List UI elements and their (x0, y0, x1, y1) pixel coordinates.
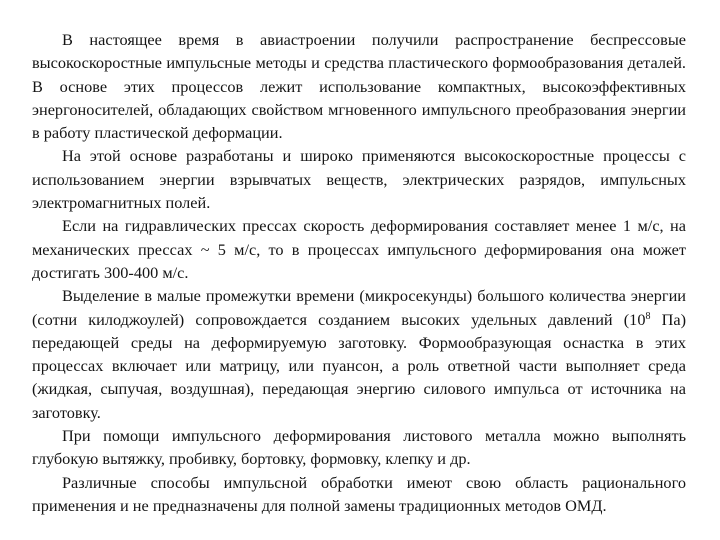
paragraph-conclusion: Различные способы импульсной обработки имеют свою область рационального применения и не предназначены для полной замены традиционных методов ОМД. (32, 472, 686, 515)
paragraph-energy-release (32, 284, 686, 424)
paragraph-energy-release-start: Выделение в малые промежутки времени (микросекунды) большого количества энергии (сотни килоджоулей) сопровождается созданием высоких удельных давлений (10 (32, 286, 686, 329)
paragraph-high-speed-processes: На этой основе разработаны и широко применяются высокоскоростные процессы с использованием энергии взрывчатых веществ, электрических разрядов, импульсных электромагнитных полей. (32, 146, 686, 213)
paragraph-sheet-metal-operations: При помощи импульсного деформирования листового металла можно выполнять глубокую вытяжку, пробивку, бортовку, формовку, клепку и др. (32, 426, 686, 469)
paragraph-aviation-intro: В настоящее время в авиастроении получили распространение беспрессовые высокоскоростные импульсные методы и средства пластического формообразования деталей. В основе этих процессов лежит использование компактных, высокоэффективных энергоносителей, обладающих свойством мгновенного импульсного преобразования энергии в работу пластической деформации. (32, 30, 686, 143)
paragraph-energy-release-end: Па) передающей среды на деформируемую заготовку. Формообразующая оснастка в этих процессах включает или матрицу, или пуансон, а роль ответной части выполняет среда (жидкая, сыпучая, воздушная), передающая энергию силового импульса от источника на заготовку. (32, 309, 686, 422)
paragraph-deformation-speed: Если на гидравлических прессах скорость деформирования составляет менее 1 м/с, на механических прессах ~ 5 м/с, то в процессах импульсного деформирования она может достигать 300-400 м/с. (32, 216, 686, 282)
document-page (32, 28, 686, 528)
pressure-exponent: 8 (645, 310, 651, 322)
